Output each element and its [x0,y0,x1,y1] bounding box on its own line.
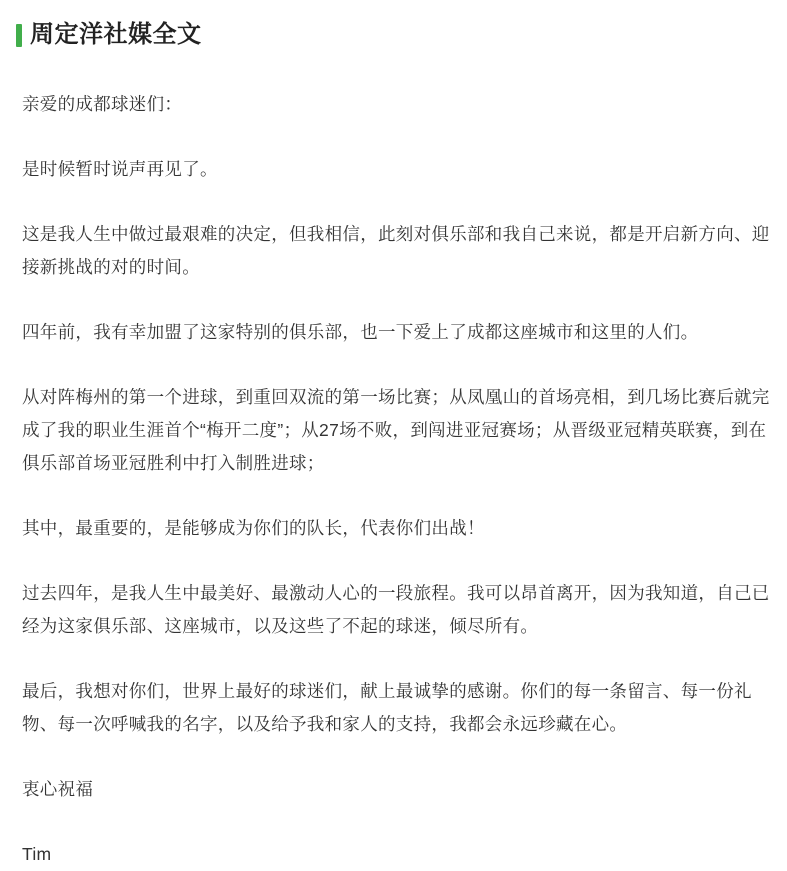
paragraph: 这是我人生中做过最艰难的决定，但我相信，此刻对俱乐部和我自己来说，都是开启新方向、迎接新挑战的对的时间。 [22,224,770,277]
paragraph: 四年前，我有幸加盟了这家特别的俱乐部，也一下爱上了成都这座城市和这里的人们。 [22,322,699,342]
page-title-text: 周定洋社媒全文 [30,21,202,48]
paragraph: 从对阵梅州的第一个进球，到重回双流的第一场比赛；从凤凰山的首场亮相，到几场比赛后就完成了我的职业生涯首个“梅开二度”；从27场不败，到闯进亚冠赛场；从晋级亚冠精英联赛，到在俱乐部首场亚冠胜利中打入制胜进球； [22,387,770,473]
paragraph-salutation: 亲爱的成都球迷们： [22,94,183,114]
paragraph-signature: Tim [22,844,52,864]
paragraph-closing: 衷心祝福 [22,779,94,799]
paragraph: 是时候暂时说声再见了。 [22,159,218,179]
paragraph: 最后，我想对你们，世界上最好的球迷们，献上最诚挚的感谢。你们的每一条留言、每一份礼物、每一次呼喊我的名字，以及给予我和家人的支持，我都会永远珍藏在心。 [22,681,752,734]
paragraph: 过去四年，是我人生中最美好、最激动人心的一段旅程。我可以昂首离开，因为我知道，自己已经为这家俱乐部、这座城市，以及这些了不起的球迷，倾尽所有。 [22,583,770,636]
title-accent-bar-icon [16,24,22,47]
page-title [16,22,770,48]
paragraph: 其中，最重要的，是能够成为你们的队长，代表你们出战！ [22,518,485,538]
